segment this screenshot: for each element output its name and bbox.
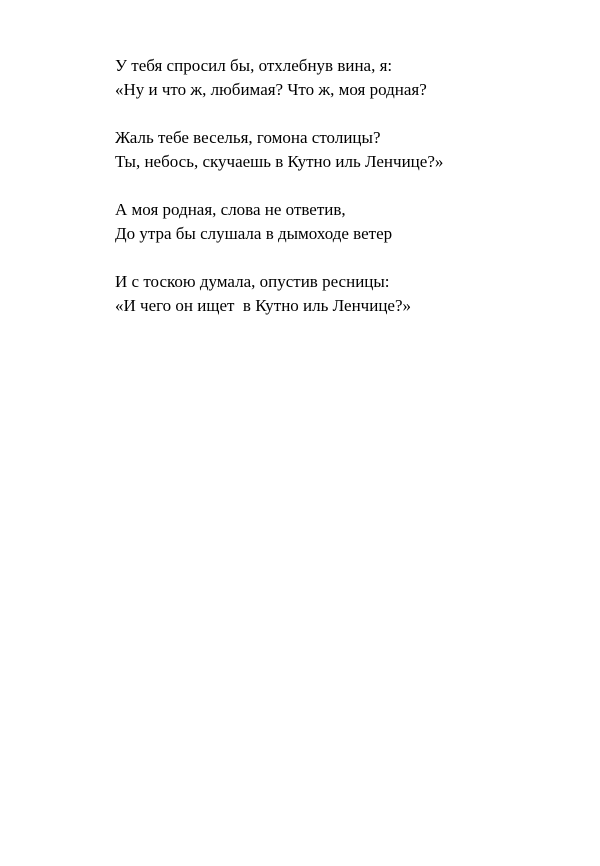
stanza-1 xyxy=(115,54,555,102)
poem-line: Жаль тебе веселья, гомона столицы? xyxy=(115,128,381,147)
poem-line: У тебя спросил бы, отхлебнув вина, я: xyxy=(115,56,393,75)
poem-line: И с тоскою думала, опустив ресницы: xyxy=(115,272,390,291)
poem-line: Ты, небось, скучаешь в Кутно иль Ленчице?» xyxy=(115,152,444,171)
poem-line: До утра бы слушала в дымоходе ветер xyxy=(115,224,393,243)
poem-text xyxy=(115,54,555,342)
poem-line: А моя родная, слова не ответив, xyxy=(115,200,346,219)
stanza-4 xyxy=(115,270,555,318)
poem-line: «И чего он ищет в Кутно иль Ленчице?» xyxy=(115,296,412,315)
poem-line: «Ну и что ж, любимая? Что ж, моя родная? xyxy=(115,80,427,99)
stanza-2 xyxy=(115,126,555,174)
stanza-3 xyxy=(115,198,555,246)
